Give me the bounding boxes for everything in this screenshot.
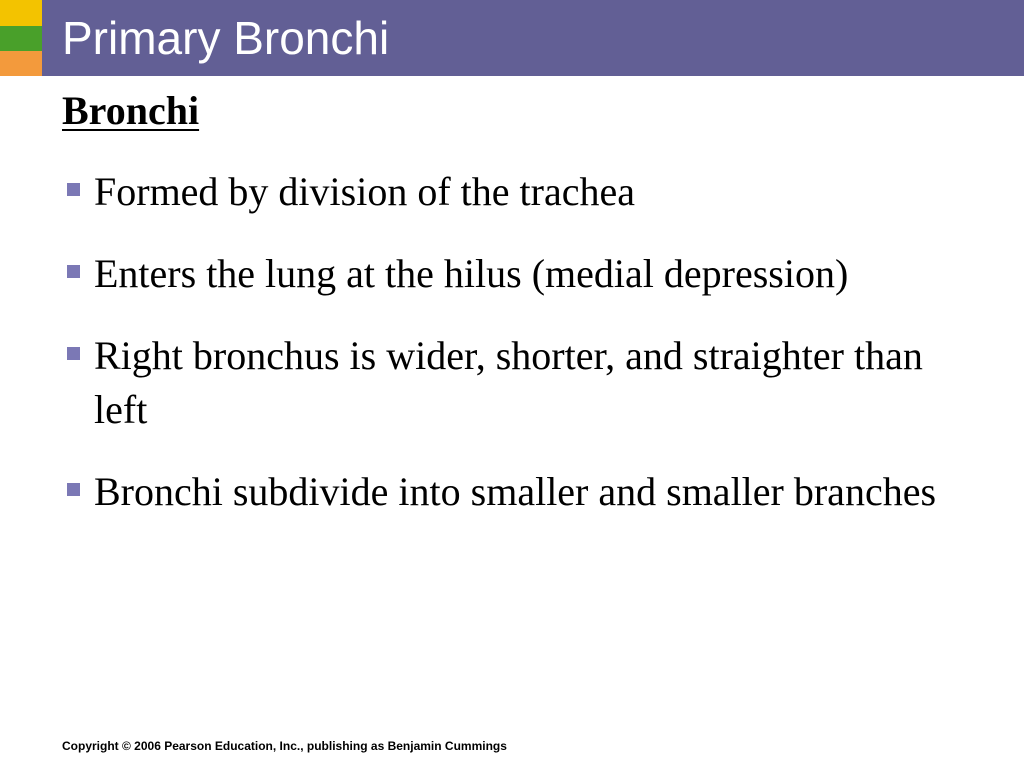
orange-strip (0, 51, 42, 76)
square-bullet-icon (67, 483, 80, 496)
bullet-text: Formed by division of the trachea (94, 169, 635, 214)
square-bullet-icon (67, 183, 80, 196)
yellow-strip (0, 0, 42, 26)
title-bar (0, 0, 1024, 76)
bullet-item (62, 247, 982, 301)
copyright-footer: Copyright © 2006 Pearson Education, Inc., publishing as Benjamin Cummings (62, 739, 507, 753)
green-strip (0, 26, 42, 51)
section-heading: Bronchi (62, 88, 200, 133)
bullet-text: Enters the lung at the hilus (medial depression) (94, 251, 849, 296)
color-strip-decoration (0, 0, 42, 76)
bullet-list (62, 165, 982, 547)
bullet-item (62, 329, 982, 437)
bullet-text: Bronchi subdivide into smaller and smaller branches (94, 469, 937, 514)
bullet-item (62, 165, 982, 219)
square-bullet-icon (67, 265, 80, 278)
slide-title: Primary Bronchi (62, 12, 390, 64)
bullet-item (62, 465, 982, 519)
bullet-text: Right bronchus is wider, shorter, and straighter than left (94, 333, 923, 432)
square-bullet-icon (67, 347, 80, 360)
